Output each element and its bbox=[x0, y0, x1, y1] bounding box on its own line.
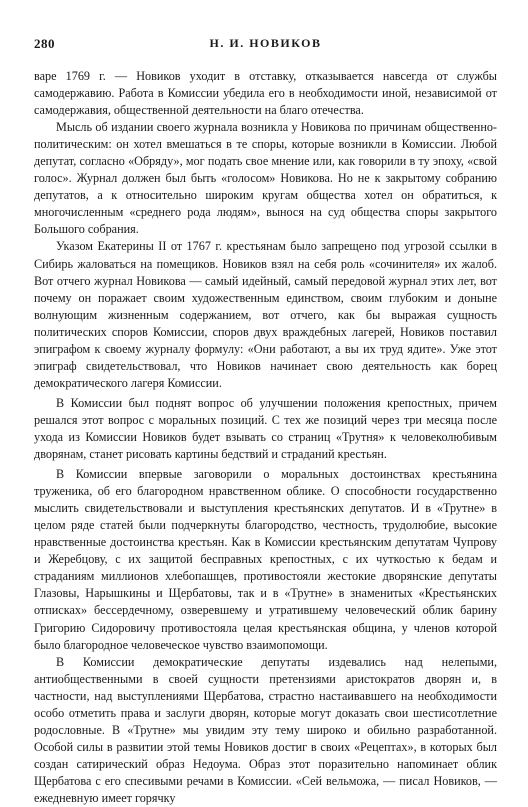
running-head: Н. И. НОВИКОВ bbox=[209, 36, 322, 50]
paragraph: Указом Екатерины II от 1767 г. крестьянам было запрещено под угрозой ссылки в Сибирь жаловаться на помещиков. Новиков взял на себя роль «сочинителя» их жалоб. Вот отчего журнал Новикова — самый идейный, самый передовой журнал этих лет, вот почему он поражает своим художественным единством, своим глубоким и доныне волнующим жизненным содержанием, вот отчего, как бы выражая сущность политических споров Комиссии, споров двух враждебных лагерей, Новиков поставил эпиграфом к своему журналу формулу: «Они работают, а вы их труд ядите». Уже этот эпиграф свидетельствовал, что Новиков начинает свою деятельность как борец демократического лагеря Комиссии. bbox=[34, 239, 497, 390]
paragraph: В Комиссии был поднят вопрос об улучшении положения крепостных, причем решался этот вопрос с моральных позиций. С тех же позиций через три месяца после ухода из Комиссии Новиков будет взывать со страниц «Трутня» к человеколюбивым дворянам, станет рисовать картины бедствий и страданий крестьян. bbox=[34, 395, 497, 462]
paragraph-continuation: варе 1769 г. — Новиков уходит в отставку, отказывается навсегда от службы самодержавию. Работа в Комиссии убедила его в необходимости иной, независимой от самодержавия, общественной деятельности на благо отечества. bbox=[34, 69, 497, 118]
page-header bbox=[34, 36, 497, 52]
paragraph: В Комиссии впервые заговорили о моральных достоинствах крестьянина труженика, об его благородном нравственном облике. О способности государственно мыслить свидетельствовали и выступления крестьянских депутатов. И в «Трутне» в целом ряде статей были подчеркнуты благородство, честность, трудолюбие, высокие нравственные достоинства крестьян. Как в Комиссии крестьянским депутатам Чупрову и Жеребцову, с их защитой бесправных крепостных, с их чуткостью к бедам и страданиям миллионов хлебопашцев, противостояли жестокие дворянские депутаты Глазовы, Нарышкины и Щербатовы, так и в «Трутне» в знаменитых «Крестьянских отписках» бессердечному, озверевшему и утратившему человеческий облик барину Григорию Сидоровичу противостояла целая крестьянская община, у членов которой было благородное человеческое чувство взаимопомощи. bbox=[34, 467, 497, 652]
body-text bbox=[34, 68, 497, 807]
page-number: 280 bbox=[34, 36, 55, 51]
paragraph: В Комиссии демократические депутаты издевались над нелепыми, антиобщественными в своей сущности претензиями аристократов дворян и, в частности, над выступлениями Щербатова, страстно настаивавшего на необходимости особо отметить права и заслуги дворян, которые могут доказать свои шестисотлетние родословные. В «Трутне» мы увидим эту тему широко и обильно разработанной. Особой силы в развитии этой темы Новиков достиг в своих «Рецептах», в которых был создан сатирический образ Недоума. Образ этот поразительно напоминает облик Щербатова с его спесивыми речами в Комиссии. «Сей вельможа, — писал Новиков, — ежедневную имеет горячку bbox=[34, 654, 497, 805]
paragraph: Мысль об издании своего журнала возникла у Новикова по причинам общественно-политическим: он хотел вмешаться в те споры, которые возникли в Комиссии. Любой депутат, согласно «Обряду», мог подать свое мнение или, как говорили в ту эпоху, «свой голос». Журнал должен был быть «голосом» Новикова. Но не к закрытому собранию депутатов, а к относительно широким кругам общества хотел он обратиться, к многочисленным «среднего рода людям», вынося на суд общества споры закрытого Большого собрания. bbox=[34, 120, 497, 237]
